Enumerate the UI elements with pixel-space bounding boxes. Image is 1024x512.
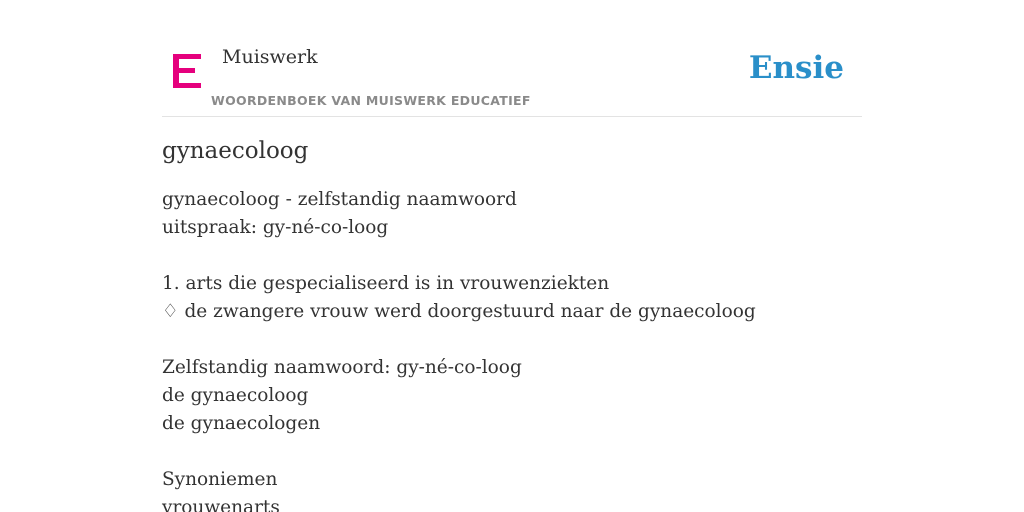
logo-bar-middle [173, 68, 195, 73]
synonyms-heading: Synoniemen [162, 469, 278, 490]
definition-line-example: ♢ de zwangere vrouw werd doorgestuurd naar de gynaecoloog [162, 301, 756, 322]
entry-content [162, 138, 862, 512]
synonym-item[interactable]: vrouwenarts [162, 497, 280, 512]
definition-line-pronunciation: uitspraak: gy-né-co-loog [162, 217, 389, 238]
page-title: gynaecoloog [162, 138, 309, 164]
blank-line [162, 326, 862, 354]
blank-line [162, 438, 862, 466]
definition-line-noun-syllables: Zelfstandig naamwoord: gy-né-co-loog [162, 357, 522, 378]
definition-line-meaning: 1. arts die gespecialiseerd is in vrouwenziekten [162, 273, 610, 294]
site-subtitle: WOORDENBOEK VAN MUISWERK EDUCATIEF [211, 93, 531, 108]
ensie-logo[interactable]: Ensie [748, 50, 844, 86]
definition-body [162, 186, 862, 512]
muiswerk-logo-icon[interactable] [173, 54, 201, 88]
site-header [162, 36, 862, 117]
definition-line-singular: de gynaecoloog [162, 385, 309, 406]
logo-bar-bottom [173, 83, 201, 88]
site-name[interactable]: Muiswerk [222, 46, 318, 68]
definition-line-plural: de gynaecologen [162, 413, 321, 434]
definition-line-pos: gynaecoloog - zelfstandig naamwoord [162, 189, 517, 210]
logo-bar-top [173, 54, 201, 59]
blank-line [162, 242, 862, 270]
